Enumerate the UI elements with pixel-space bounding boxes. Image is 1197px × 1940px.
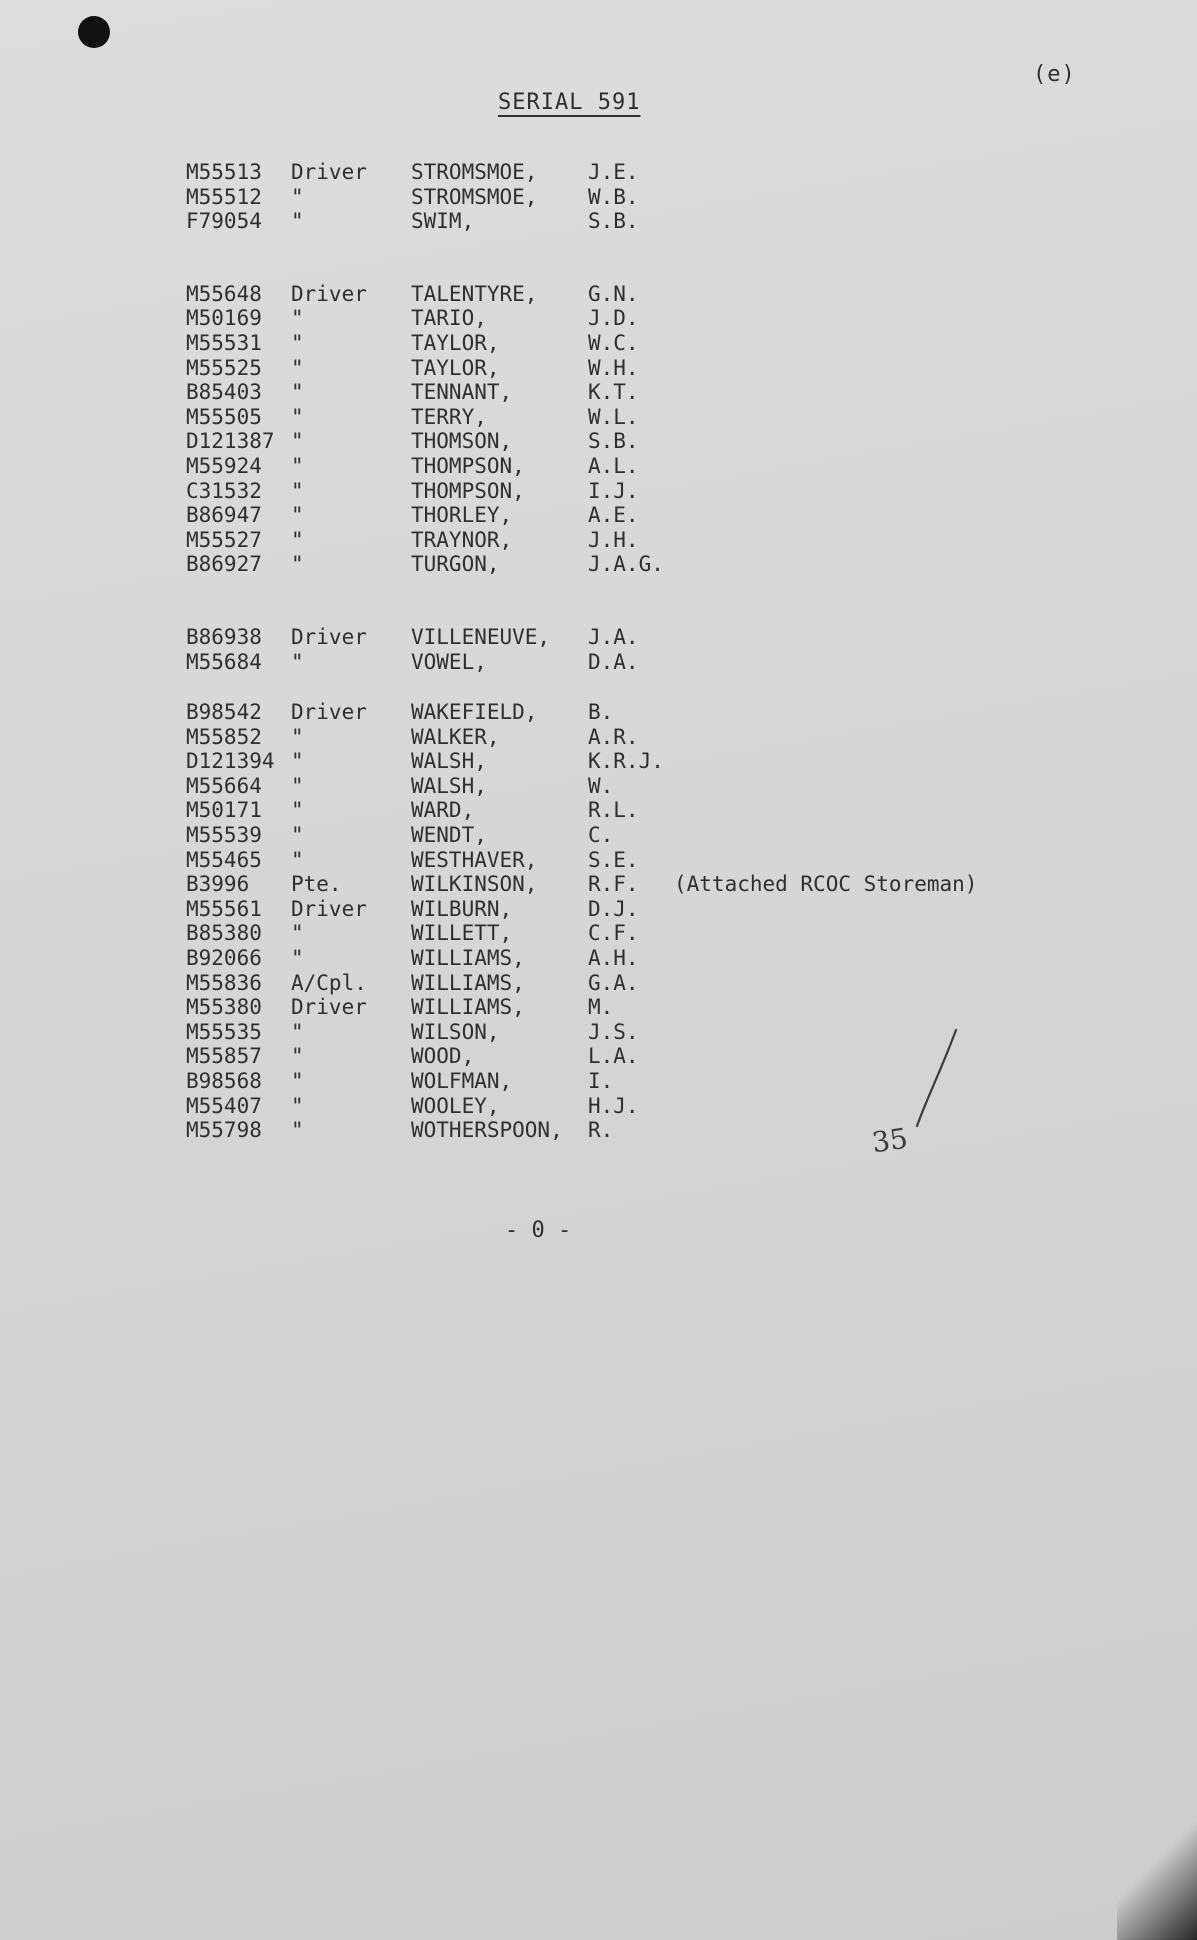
- roster-row: [186, 479, 1086, 504]
- rank: Driver: [291, 160, 367, 184]
- scan-shadow: [1117, 1820, 1197, 1940]
- rank: ": [291, 724, 304, 749]
- roster-row: [186, 946, 1086, 971]
- surname: TALENTYRE,: [411, 281, 538, 306]
- initials: B.: [588, 700, 614, 725]
- initials: W.B.: [588, 184, 639, 209]
- end-mark: - 0 -: [505, 1218, 572, 1243]
- service-number: F79054: [186, 209, 262, 234]
- rank: ": [291, 306, 304, 331]
- surname: THORLEY,: [411, 503, 513, 528]
- roster-group: [186, 160, 1086, 234]
- surname: WILKINSON,: [411, 872, 538, 897]
- roster-row: [186, 331, 1086, 356]
- initials: J.S.: [588, 1019, 639, 1044]
- surname: THOMSON,: [411, 429, 513, 454]
- rank: ": [291, 429, 304, 454]
- rank: ": [291, 946, 304, 971]
- roster-row: [186, 848, 1086, 873]
- surname: THOMPSON,: [411, 453, 525, 478]
- surname: WILLIAMS,: [411, 946, 525, 971]
- rank: ": [291, 503, 304, 528]
- rank: Pte.: [291, 872, 342, 897]
- service-number: M50169: [186, 306, 262, 331]
- initials: J.E.: [588, 160, 639, 184]
- service-number: M55531: [186, 330, 262, 355]
- surname: WILLIAMS,: [411, 970, 525, 995]
- surname: WILLIAMS,: [411, 995, 525, 1020]
- service-number: M55836: [186, 970, 262, 995]
- surname: TERRY,: [411, 404, 487, 429]
- remark: (Attached RCOC Storeman): [674, 872, 978, 897]
- service-number: C31532: [186, 478, 262, 503]
- initials: M.: [588, 995, 614, 1020]
- initials: D.J.: [588, 896, 639, 921]
- initials: I.: [588, 1069, 614, 1093]
- pencil-tick-mark: [872, 1028, 962, 1128]
- surname: TENNANT,: [411, 380, 513, 405]
- roster-group: [186, 625, 1086, 674]
- initials: I.J.: [588, 478, 639, 503]
- service-number: M55535: [186, 1019, 262, 1044]
- initials: K.T.: [588, 380, 639, 405]
- service-number: D121387: [186, 429, 275, 454]
- surname: TURGON,: [411, 552, 500, 577]
- initials: A.E.: [588, 503, 639, 528]
- surname: WILBURN,: [411, 896, 513, 921]
- surname: WILLETT,: [411, 921, 513, 946]
- initials: J.A.: [588, 624, 639, 649]
- initials: D.A.: [588, 649, 639, 674]
- service-number: B92066: [186, 946, 262, 971]
- initials: J.H.: [588, 527, 639, 552]
- surname: WALSH,: [411, 773, 487, 798]
- roster-row: [186, 700, 1086, 725]
- serial-heading: SERIAL 591: [498, 90, 641, 115]
- roster-row: [186, 356, 1086, 381]
- service-number: M55798: [186, 1118, 262, 1143]
- service-number: M55561: [186, 896, 262, 921]
- initials: K.R.J.: [588, 749, 664, 774]
- rank: Driver: [291, 995, 367, 1020]
- surname: WOLFMAN,: [411, 1069, 513, 1093]
- service-number: M50171: [186, 798, 262, 823]
- surname: TAYLOR,: [411, 355, 500, 380]
- initials: A.H.: [588, 946, 639, 971]
- surname: WESTHAVER,: [411, 847, 538, 872]
- surname: STROMSMOE,: [411, 184, 538, 209]
- roster-row: [186, 725, 1086, 750]
- rank: ": [291, 527, 304, 552]
- handwritten-count: 35: [869, 1121, 910, 1160]
- roster-row: [186, 995, 1086, 1020]
- surname: TRAYNOR,: [411, 527, 513, 552]
- service-number: B86938: [186, 624, 262, 649]
- initials: S.B.: [588, 429, 639, 454]
- roster-row: [186, 971, 1086, 996]
- roster-row: [186, 405, 1086, 430]
- surname: VILLENEUVE,: [411, 624, 551, 649]
- roster-row: [186, 380, 1086, 405]
- service-number: B3996: [186, 872, 250, 897]
- service-number: M55512: [186, 184, 262, 209]
- service-number: D121394: [186, 749, 275, 774]
- rank: ": [291, 478, 304, 503]
- service-number: B85403: [186, 380, 262, 405]
- initials: A.R.: [588, 724, 639, 749]
- service-number: M55857: [186, 1044, 262, 1069]
- roster-row: [186, 454, 1086, 479]
- rank: ": [291, 798, 304, 823]
- initials: W.H.: [588, 355, 639, 380]
- rank: ": [291, 184, 304, 209]
- surname: WOOD,: [411, 1044, 475, 1069]
- service-number: B98568: [186, 1069, 262, 1093]
- service-number: M55527: [186, 527, 262, 552]
- initials: A.L.: [588, 453, 639, 478]
- roster-row: [186, 209, 1086, 234]
- initials: G.A.: [588, 970, 639, 995]
- roster-row: [186, 921, 1086, 946]
- surname: STROMSMOE,: [411, 160, 538, 184]
- initials: W.: [588, 773, 614, 798]
- initials: S.E.: [588, 847, 639, 872]
- service-number: M55539: [186, 823, 262, 848]
- roster-row: [186, 625, 1086, 650]
- roster-row: [186, 823, 1086, 848]
- rank: Driver: [291, 281, 367, 306]
- initials: G.N.: [588, 281, 639, 306]
- rank: ": [291, 380, 304, 405]
- rank: ": [291, 649, 304, 674]
- roster-row: [186, 282, 1086, 307]
- rank: Driver: [291, 624, 367, 649]
- initials: H.J.: [588, 1093, 639, 1118]
- roster-group: [186, 282, 1086, 577]
- service-number: B85380: [186, 921, 262, 946]
- surname: WALKER,: [411, 724, 500, 749]
- initials: S.B.: [588, 209, 639, 234]
- surname: WOTHERSPOON,: [411, 1118, 563, 1143]
- service-number: B98542: [186, 700, 262, 725]
- surname: THOMPSON,: [411, 478, 525, 503]
- surname: WOOLEY,: [411, 1093, 500, 1118]
- service-number: M55505: [186, 404, 262, 429]
- service-number: M55684: [186, 649, 262, 674]
- rank: Driver: [291, 700, 367, 725]
- roster-row: [186, 306, 1086, 331]
- initials: C.F.: [588, 921, 639, 946]
- surname: WALSH,: [411, 749, 487, 774]
- initials: R.F.: [588, 872, 639, 897]
- page-mark: (e): [1033, 62, 1076, 87]
- roster-row: [186, 528, 1086, 553]
- surname: TAYLOR,: [411, 330, 500, 355]
- initials: C.: [588, 823, 614, 848]
- rank: ": [291, 1019, 304, 1044]
- rank: A/Cpl.: [291, 970, 367, 995]
- roster-row: [186, 749, 1086, 774]
- roster-row: [186, 798, 1086, 823]
- surname: TARIO,: [411, 306, 487, 331]
- handwritten-annotation: [869, 1028, 962, 1168]
- initials: J.D.: [588, 306, 639, 331]
- initials: J.A.G.: [588, 552, 664, 577]
- initials: R.L.: [588, 798, 639, 823]
- rank: ": [291, 355, 304, 380]
- service-number: B86947: [186, 503, 262, 528]
- roster-row: [186, 774, 1086, 799]
- initials: W.C.: [588, 330, 639, 355]
- punch-hole: [78, 16, 110, 48]
- service-number: M55513: [186, 160, 262, 184]
- roster-row: [186, 650, 1086, 675]
- rank: ": [291, 749, 304, 774]
- rank: ": [291, 209, 304, 234]
- service-number: M55380: [186, 995, 262, 1020]
- rank: ": [291, 1118, 304, 1143]
- surname: WAKEFIELD,: [411, 700, 538, 725]
- roster-row: [186, 897, 1086, 922]
- surname: WENDT,: [411, 823, 487, 848]
- roster-row: [186, 429, 1086, 454]
- surname: WILSON,: [411, 1019, 500, 1044]
- roster-row: [186, 503, 1086, 528]
- service-number: M55924: [186, 453, 262, 478]
- rank: ": [291, 773, 304, 798]
- surname: SWIM,: [411, 209, 475, 234]
- service-number: M55852: [186, 724, 262, 749]
- roster-row: [186, 160, 1086, 185]
- surname: VOWEL,: [411, 649, 487, 674]
- initials: L.A.: [588, 1044, 639, 1069]
- roster-row: [186, 552, 1086, 577]
- rank: ": [291, 1069, 304, 1093]
- service-number: B86927: [186, 552, 262, 577]
- roster-row: [186, 872, 1086, 897]
- rank: ": [291, 552, 304, 577]
- service-number: M55407: [186, 1093, 262, 1118]
- roster-row: [186, 185, 1086, 210]
- service-number: M55465: [186, 847, 262, 872]
- service-number: M55525: [186, 355, 262, 380]
- initials: R.: [588, 1118, 614, 1143]
- rank: ": [291, 1093, 304, 1118]
- rank: Driver: [291, 896, 367, 921]
- surname: WARD,: [411, 798, 475, 823]
- initials: W.L.: [588, 404, 639, 429]
- service-number: M55648: [186, 281, 262, 306]
- rank: ": [291, 404, 304, 429]
- rank: ": [291, 330, 304, 355]
- rank: ": [291, 1044, 304, 1069]
- rank: ": [291, 847, 304, 872]
- service-number: M55664: [186, 773, 262, 798]
- rank: ": [291, 823, 304, 848]
- rank: ": [291, 921, 304, 946]
- rank: ": [291, 453, 304, 478]
